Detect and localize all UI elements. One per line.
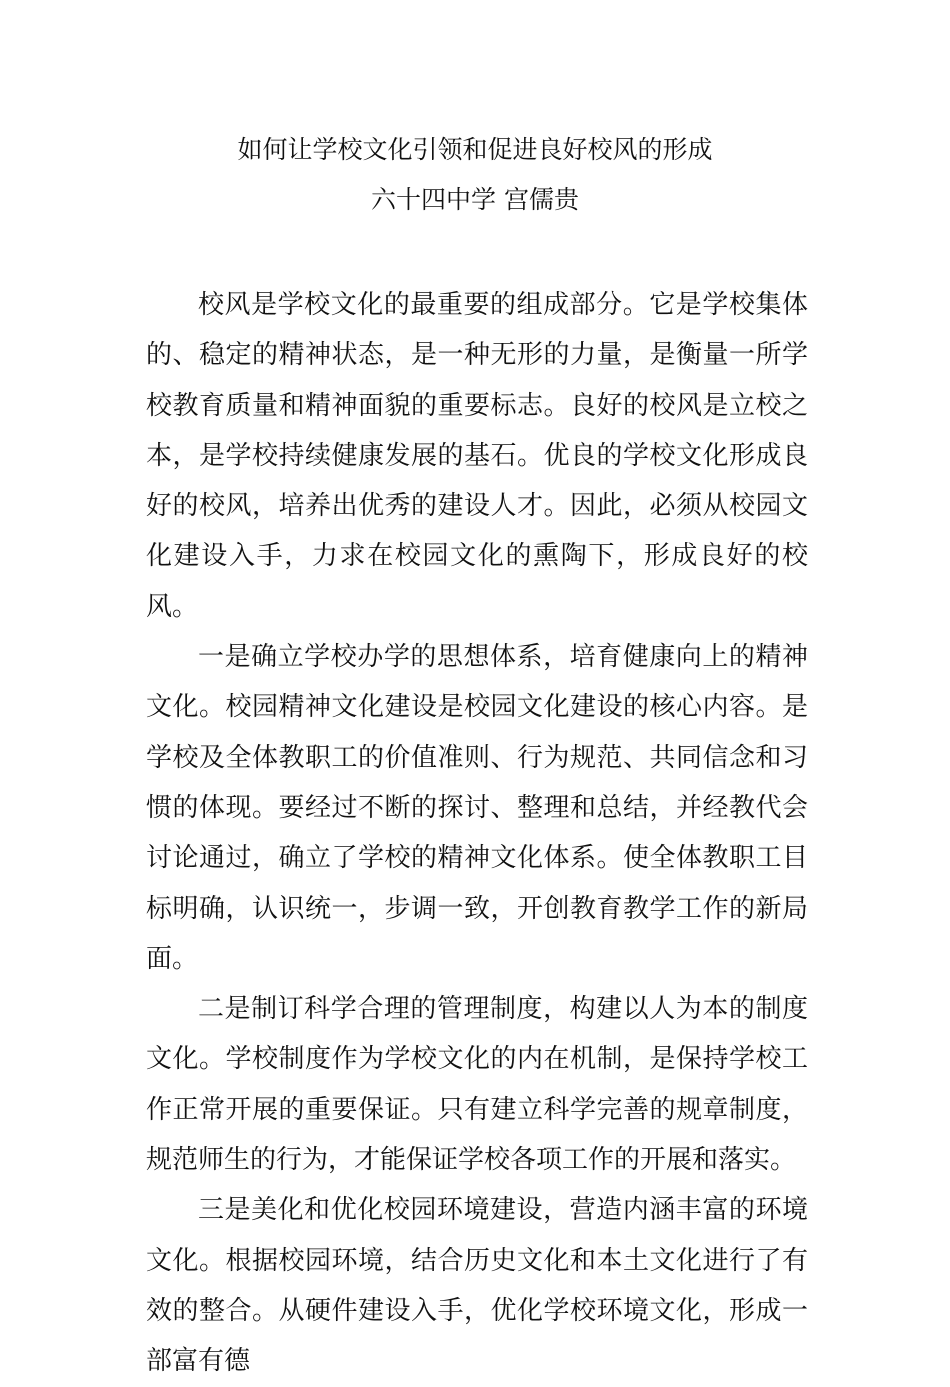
paragraph-institutional-culture: 二是制订科学合理的管理制度，构建以人为本的制度文化。学校制度作为学校文化的内在机制，是保持学校工作正常开展的重要保证。只有建立科学完善的规章制度，规范师生的行为，才能保证学校各项工作的开展和落实。 [146,994,808,1176]
document-title: 如何让学校文化引领和促进良好校风的形成 [237,135,713,164]
paragraph-intro: 校风是学校文化的最重要的组成部分。它是学校集体的、稳定的精神状态，是一种无形的力量，是衡量一所学校教育质量和精神面貌的重要标志。良好的校风是立校之本，是学校持续健康发展的基石。优良的学校文化形成良好的校风，培养出优秀的建设人才。因此，必须从校园文化建设入手，力求在校园文化的熏陶下，形成良好的校风。 [146,290,808,622]
paragraph-spiritual-culture: 一是确立学校办学的思想体系，培育健康向上的精神文化。校园精神文化建设是校园文化建设的核心内容。是学校及全体教职工的价值准则、行为规范、共同信念和习惯的体现。要经过不断的探讨、整理和总结，并经教代会讨论通过，确立了学校的精神文化体系。使全体教职工目标明确，认识统一，步调一致，开创教育教学工作的新局面。 [146,642,808,974]
document-body [146,280,808,1387]
author-line: 六十四中学 宫儒贵 [371,185,579,214]
paragraph-environmental-culture: 三是美化和优化校园环境建设，营造内涵丰富的环境文化。根据校园环境，结合历史文化和本土文化进行了有效的整合。从硬件建设入手，优化学校环境文化，形成一部富有德 [146,1195,808,1377]
